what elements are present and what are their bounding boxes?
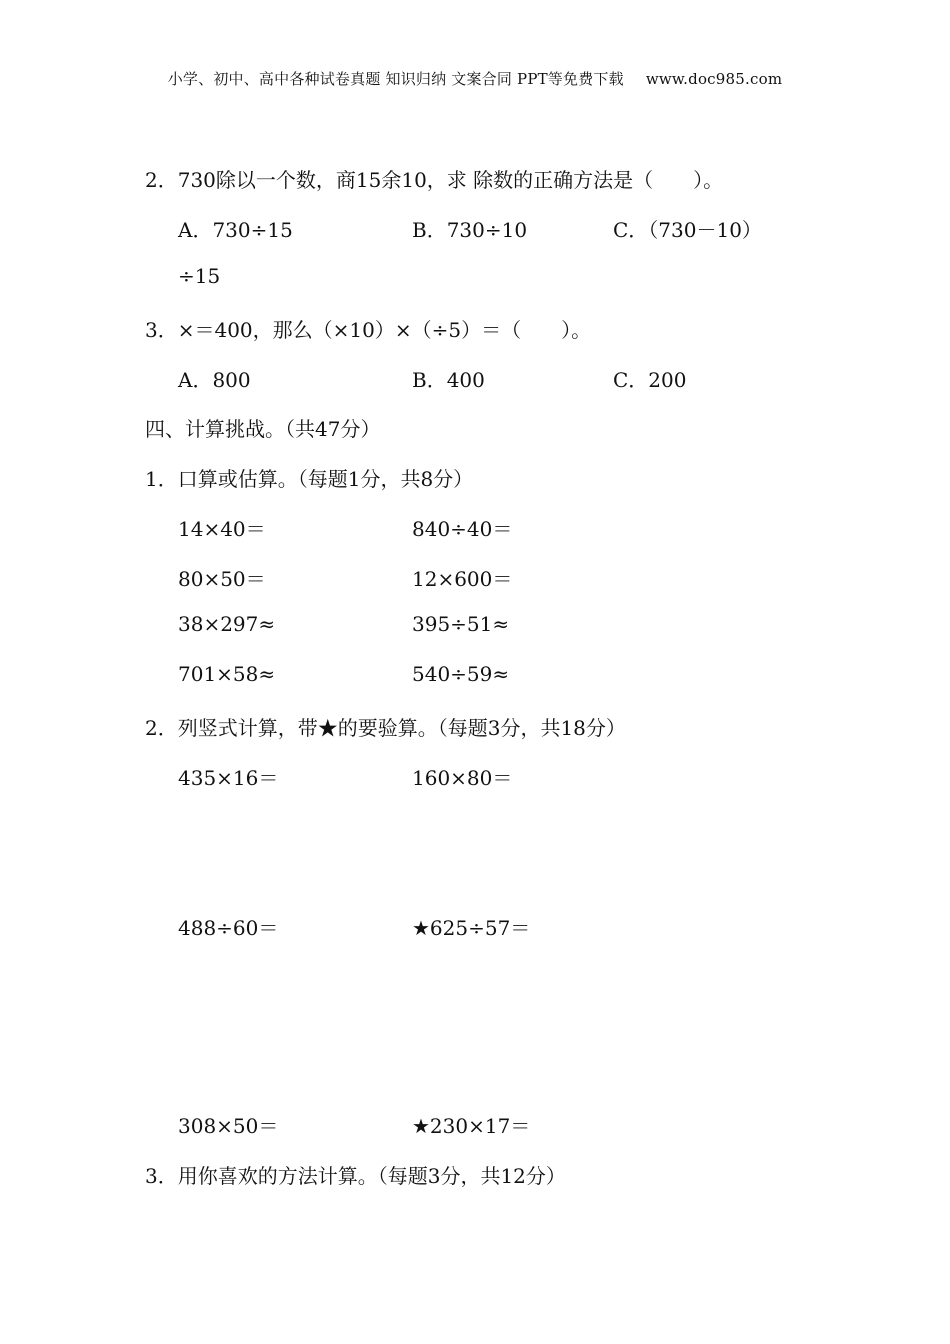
oral-item: 701×58≈	[178, 662, 276, 686]
oral-item: 80×50＝	[178, 567, 266, 591]
part2-title: 2．列竖式计算，带★的要验算。（每题3分，共18分）	[145, 716, 626, 740]
vertical-calc-item: ★230×17＝	[412, 1114, 531, 1138]
oral-item: 38×297≈	[178, 612, 276, 636]
q3-option-b: B．400	[412, 368, 485, 392]
oral-item: 540÷59≈	[412, 662, 510, 686]
vertical-calc-item: ★625÷57＝	[412, 916, 531, 940]
section-title: 四、计算挑战。（共47分）	[145, 417, 381, 441]
oral-item: 14×40＝	[178, 517, 266, 541]
vertical-calc-item: 160×80＝	[412, 766, 513, 790]
vertical-calc-item: 488÷60＝	[178, 916, 279, 940]
oral-item: 395÷51≈	[412, 612, 510, 636]
page-header	[0, 68, 950, 89]
q3-option-c: C．200	[613, 368, 687, 392]
part3-title: 3．用你喜欢的方法计算。（每题3分，共12分）	[145, 1164, 566, 1188]
oral-item: 840÷40＝	[412, 517, 513, 541]
q2-option-a: A．730÷15	[178, 218, 293, 242]
q2-option-c-continued: ÷15	[178, 264, 221, 288]
vertical-calc-item: 435×16＝	[178, 766, 279, 790]
q2-stem: 2．730除以一个数，商15余10，求 除数的正确方法是（ ）。	[145, 168, 724, 192]
q2-option-c: C．（730－10）	[613, 218, 762, 242]
header-text: 小学、初中、高中各种试卷真题 知识归纳 文案合同 PPT等免费下载	[167, 70, 624, 88]
q3-option-a: A．800	[178, 368, 251, 392]
part1-title: 1．口算或估算。（每题1分，共8分）	[145, 467, 474, 491]
q2-option-b: B．730÷10	[412, 218, 528, 242]
oral-item: 12×600＝	[412, 567, 513, 591]
header-site: www.doc985.com	[645, 70, 783, 88]
q3-stem: 3．×＝400，那么（×10）×（÷5）＝（ ）。	[145, 318, 592, 342]
vertical-calc-item: 308×50＝	[178, 1114, 279, 1138]
